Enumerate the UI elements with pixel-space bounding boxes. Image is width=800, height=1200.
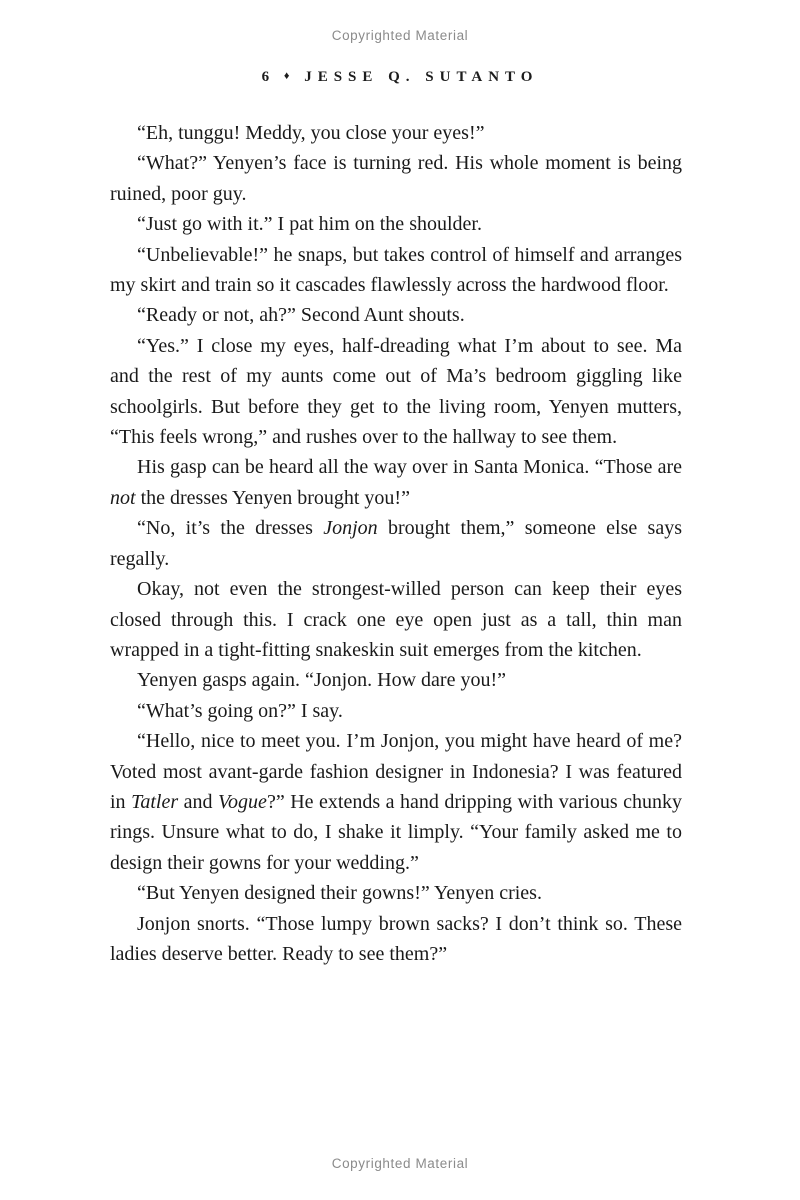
paragraph xyxy=(110,574,682,665)
copyright-notice-top: Copyrighted Material xyxy=(331,28,469,43)
text-run: the dresses Yenyen brought you!” xyxy=(135,486,410,509)
text-run: Okay, not even the strongest-willed person can keep their eyes closed through this. I crack one eye open just as a tall, thin man wrapped in a tight-fitting snakeskin suit emerges from the kitchen. xyxy=(110,578,682,661)
text-run: His gasp can be heard all the way over in Santa Monica. “Those are xyxy=(137,456,682,479)
paragraph xyxy=(110,513,682,574)
paragraph xyxy=(110,240,682,301)
paragraph xyxy=(110,118,682,148)
text-run: “What’s going on?” I say. xyxy=(137,699,343,722)
copyright-notice-bottom: Copyrighted Material xyxy=(331,1156,469,1171)
paragraph xyxy=(110,665,682,695)
paragraph xyxy=(110,696,682,726)
paragraph xyxy=(110,300,682,330)
italic-text-run: Jonjon xyxy=(323,517,378,540)
text-run: “Eh, tunggu! Meddy, you close your eyes!” xyxy=(137,122,485,144)
paragraph xyxy=(110,209,682,239)
paragraph xyxy=(110,878,682,908)
page-body-text xyxy=(110,118,682,969)
paragraph xyxy=(110,148,682,209)
text-run: “Unbelievable!” he snaps, but takes control of himself and arranges my skirt and train so it cascades flawlessly across the hardwood floor. xyxy=(110,243,682,297)
text-run: Jonjon snorts. “Those lumpy brown sacks? I don’t think so. These ladies deserve better. Ready to see them?” xyxy=(110,912,682,965)
italic-text-run: Tatler xyxy=(131,790,179,813)
paragraph xyxy=(110,726,682,878)
italic-text-run: Vogue xyxy=(218,790,267,813)
running-header xyxy=(0,69,800,86)
paragraph xyxy=(110,331,682,453)
text-run: “Yes.” I close my eyes, half-dreading what I’m about to see. Ma and the rest of my aunts come out of Ma’s bedroom giggling like schoolgirls. But before they get to the living room, Yenyen mutters, “This feels wrong,” and rushes over to the hallway to see them. xyxy=(110,334,682,449)
paragraph xyxy=(110,909,682,970)
text-run: “Just go with it.” I pat him on the shoulder. xyxy=(137,213,482,236)
diamond-separator-icon: ♦ xyxy=(275,70,305,82)
text-run: “Ready or not, ah?” Second Aunt shouts. xyxy=(137,304,465,327)
text-run: ?” He extends a hand dripping with various chunky rings. Unsure what to do, I shake it limply. “Your family asked me to design their gowns for your wedding.” xyxy=(110,790,683,874)
text-run: brought them,” someone else says regally. xyxy=(110,517,682,570)
italic-text-run: not xyxy=(110,486,136,509)
text-run: and xyxy=(178,790,219,813)
text-run: “But Yenyen designed their gowns!” Yenyen cries. xyxy=(137,882,542,905)
text-run: Yenyen gasps again. “Jonjon. How dare you!” xyxy=(137,669,507,692)
author-name: JESSE Q. SUTANTO xyxy=(304,69,539,85)
text-run: “No, it’s the dresses xyxy=(137,517,324,540)
page-number: 6 xyxy=(261,69,276,85)
paragraph xyxy=(110,452,682,513)
text-run: “Hello, nice to meet you. I’m Jonjon, you might have heard of me? Voted most avant-garde fashion designer in Indonesia? I was featured in xyxy=(110,730,682,813)
text-run: “What?” Yenyen’s face is turning red. His whole moment is being ruined, poor guy. xyxy=(110,152,682,205)
